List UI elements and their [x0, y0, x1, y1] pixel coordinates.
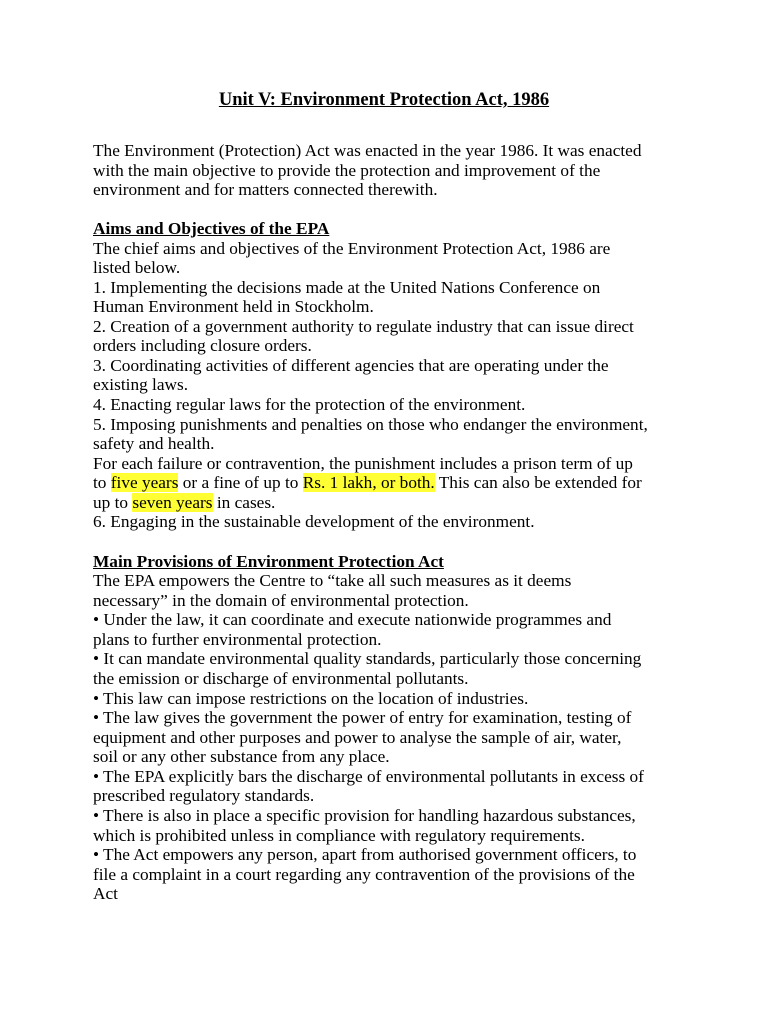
aims-line: listed below.	[93, 258, 181, 277]
provisions-line: • It can mandate environmental quality standards, particularly those concerning	[93, 649, 642, 668]
highlight-five-years: five years	[110, 473, 179, 492]
highlight-fine: Rs. 1 lakh, or both.	[302, 473, 435, 492]
aims-line: 1. Implementing the decisions made at the United Nations Conference on	[93, 278, 601, 297]
extend-text: up to	[93, 493, 133, 512]
penalty-text: or a fine of up to	[178, 473, 303, 492]
penalty-text: This can also be extended for	[434, 473, 642, 492]
provisions-heading: Main Provisions of Environment Protection Act	[93, 552, 444, 571]
intro-line: with the main objective to provide the protection and improvement of the	[93, 161, 601, 180]
aims-line: Human Environment held in Stockholm.	[93, 297, 374, 316]
extend-text: in cases.	[212, 493, 276, 512]
aims-line: 3. Coordinating activities of different agencies that are operating under the	[93, 356, 609, 375]
provisions-line: plans to further environmental protection.	[93, 630, 382, 649]
provisions-line: Act	[93, 884, 118, 903]
provisions-line: which is prohibited unless in compliance with regulatory requirements.	[93, 826, 585, 845]
extend-line	[93, 493, 275, 513]
intro-line: The Environment (Protection) Act was enacted in the year 1986. It was enacted	[93, 141, 642, 160]
provisions-line: • This law can impose restrictions on the location of industries.	[93, 689, 529, 708]
penalty-line	[93, 473, 642, 493]
aims-line: 2. Creation of a government authority to regulate industry that can issue direct	[93, 317, 634, 336]
provisions-line: • The law gives the government the power of entry for examination, testing of	[93, 708, 632, 727]
provisions-line: the emission or discharge of environmental pollutants.	[93, 669, 469, 688]
aims-line: The chief aims and objectives of the Environment Protection Act, 1986 are	[93, 239, 611, 258]
highlight-seven-years: seven years	[132, 493, 213, 512]
provisions-line: The EPA empowers the Centre to “take all such measures as it deems	[93, 571, 572, 590]
provisions-line: file a complaint in a court regarding any contravention of the provisions of the	[93, 865, 635, 884]
aims-line: safety and health.	[93, 434, 215, 453]
provisions-line: equipment and other purposes and power to analyse the sample of air, water,	[93, 728, 622, 747]
aims-heading: Aims and Objectives of the EPA	[93, 219, 330, 238]
aims-line: 6. Engaging in the sustainable development of the environment.	[93, 512, 535, 531]
aims-line: 5. Imposing punishments and penalties on those who endanger the environment,	[93, 415, 648, 434]
provisions-line: • Under the law, it can coordinate and execute nationwide programmes and	[93, 610, 612, 629]
aims-line: 4. Enacting regular laws for the protection of the environment.	[93, 395, 526, 414]
aims-line: orders including closure orders.	[93, 336, 312, 355]
provisions-line: soil or any other substance from any place.	[93, 747, 390, 766]
aims-line: existing laws.	[93, 375, 189, 394]
document-title: Unit V: Environment Protection Act, 1986	[218, 90, 550, 110]
aims-line: For each failure or contravention, the punishment includes a prison term of up	[93, 454, 633, 473]
provisions-line: prescribed regulatory standards.	[93, 786, 315, 805]
penalty-text: to	[93, 473, 111, 492]
provisions-line: necessary” in the domain of environmental protection.	[93, 591, 469, 610]
provisions-line: • The Act empowers any person, apart from authorised government officers, to	[93, 845, 637, 864]
intro-line: environment and for matters connected therewith.	[93, 180, 438, 199]
provisions-line: • There is also in place a specific provision for handling hazardous substances,	[93, 806, 636, 825]
provisions-line: • The EPA explicitly bars the discharge of environmental pollutants in excess of	[93, 767, 644, 786]
